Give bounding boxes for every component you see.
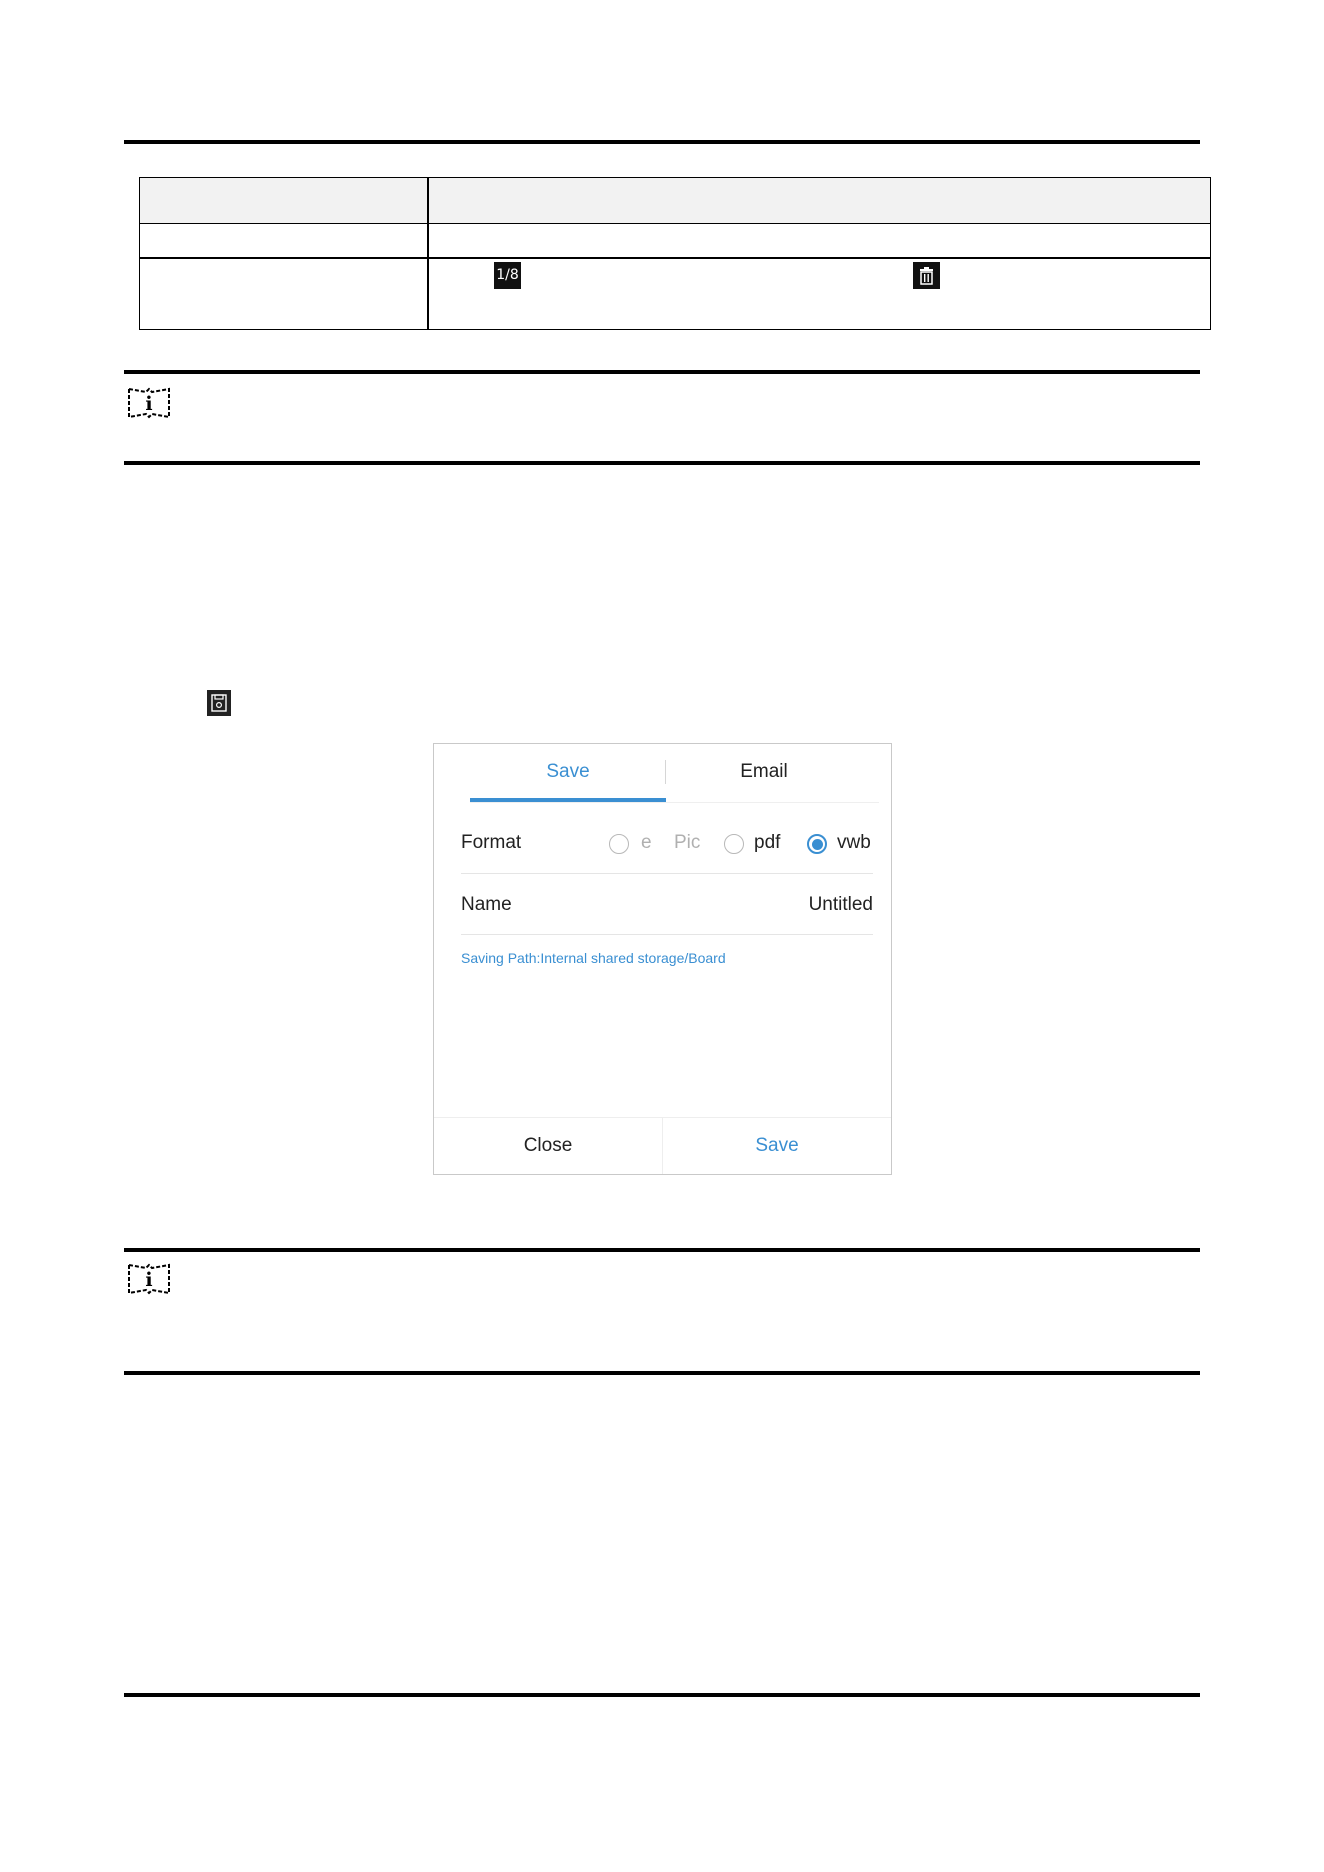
format-radio-pdf[interactable]	[724, 834, 744, 854]
format-radio-vwb[interactable]	[807, 834, 827, 854]
format-option-e-label: e	[641, 832, 652, 853]
note-book-icon	[126, 1262, 172, 1296]
format-label: Format	[461, 832, 522, 853]
note2-bottom-rule	[124, 1371, 1200, 1375]
note-bottom-rule	[124, 461, 1200, 465]
save-dialog	[433, 743, 892, 1175]
format-option-pdf-label: pdf	[754, 832, 781, 853]
note2-top-rule	[124, 1248, 1200, 1252]
footer-rule	[124, 1693, 1200, 1697]
header-rule	[124, 140, 1200, 144]
note-top-rule	[124, 370, 1200, 374]
page-indicator-icon: 1/8	[494, 262, 521, 289]
format-option-vwb-label: vwb	[837, 832, 871, 853]
trash-icon	[913, 262, 940, 289]
save-icon	[207, 690, 231, 716]
save-button[interactable]: Save	[755, 1135, 799, 1156]
format-divider	[461, 873, 873, 874]
table-header-row	[140, 178, 1210, 224]
name-field[interactable]: Untitled	[808, 894, 873, 915]
saving-path-text: Saving Path:Internal shared storage/Board	[461, 950, 726, 966]
tab-email[interactable]: Email	[740, 761, 788, 782]
close-button[interactable]: Close	[523, 1135, 573, 1156]
tab-save[interactable]: Save	[546, 761, 590, 782]
format-option-pic-label: Pic	[674, 832, 701, 853]
table-column-divider	[427, 178, 429, 329]
doc-table	[139, 177, 1211, 330]
table-row-divider	[140, 257, 1210, 259]
trash-icon-glyph	[913, 262, 940, 289]
tab-bar-divider	[470, 802, 879, 803]
note-book-icon	[126, 386, 172, 420]
svg-text:i: i	[145, 1269, 153, 1291]
format-radio-e[interactable]	[609, 834, 629, 854]
name-label: Name	[461, 894, 512, 915]
svg-text:i: i	[145, 393, 153, 415]
name-divider	[461, 934, 873, 935]
